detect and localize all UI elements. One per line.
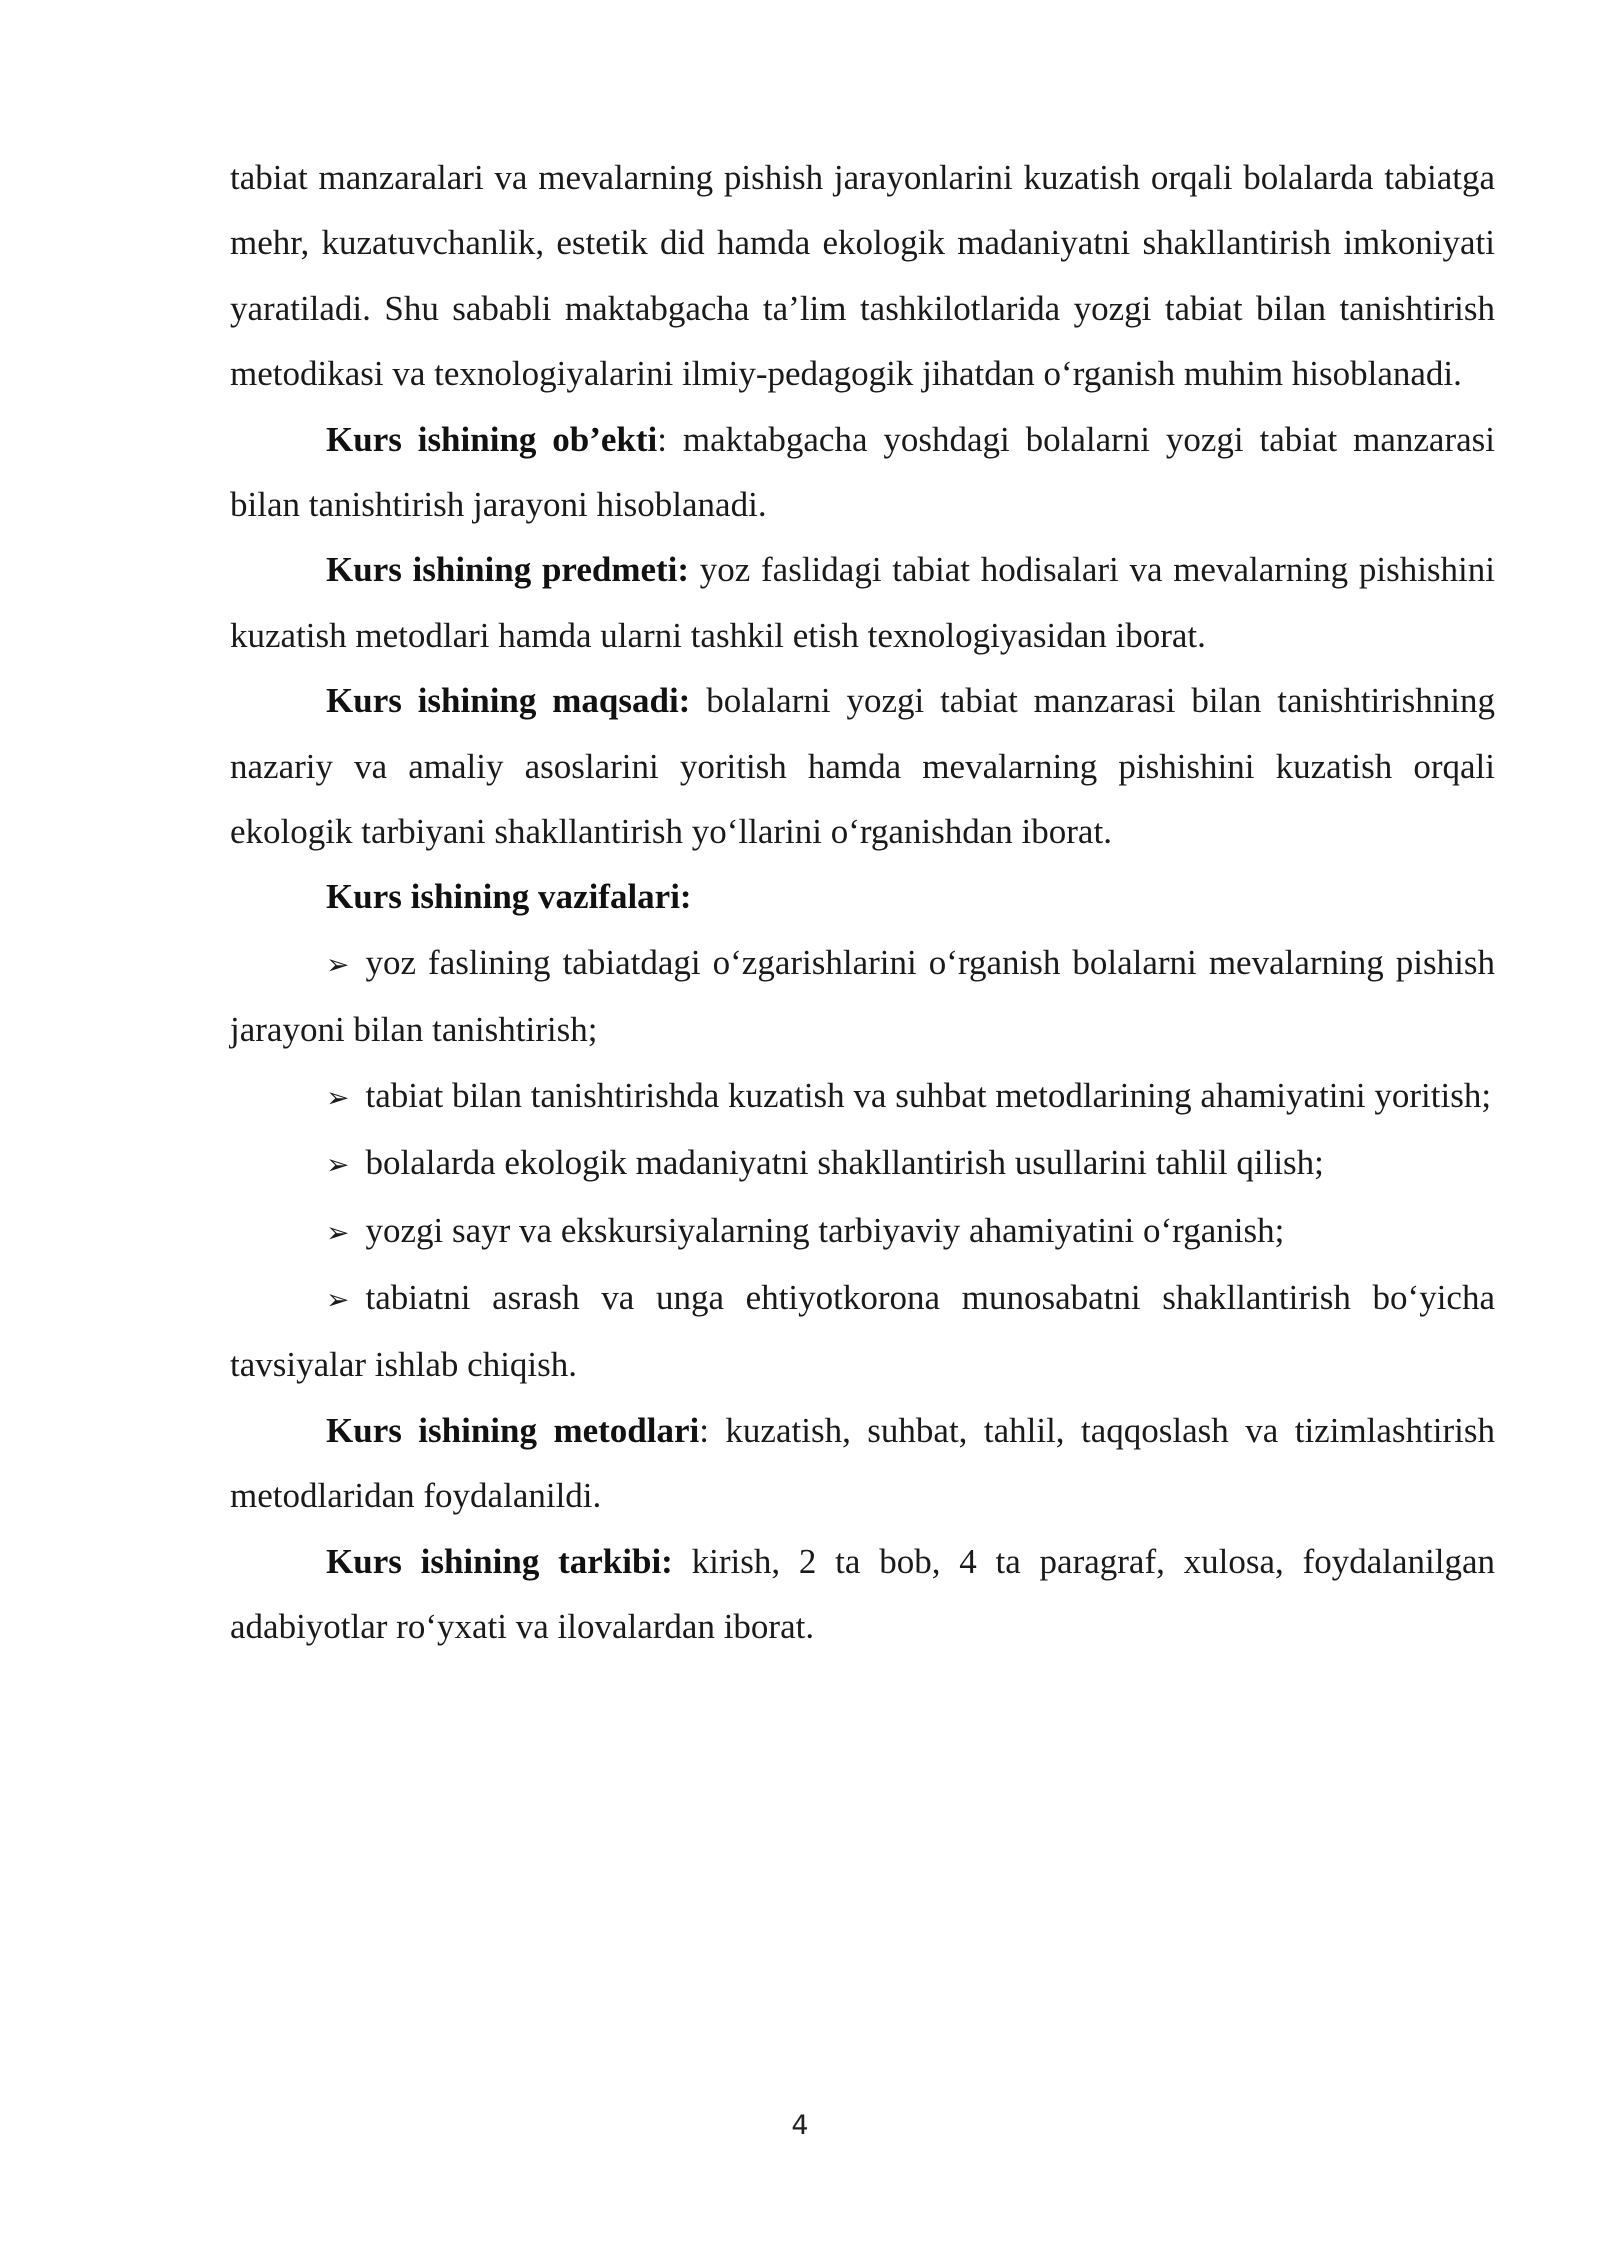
methods-paragraph (230, 1398, 1495, 1529)
task-text: yozgi sayr va ekskursiyalarning tarbiyaviy ahamiyatini o‘rganish; (365, 1210, 1285, 1250)
arrow-bullet-icon: ➢ (326, 1215, 350, 1249)
arrow-bullet-icon: ➢ (326, 1148, 350, 1182)
object-label: Kurs ishining ob’ekti (326, 419, 658, 459)
task-item (230, 1265, 1495, 1398)
tasks-heading-label: Kurs ishining vazifalari: (326, 877, 692, 917)
task-item (230, 930, 1495, 1063)
object-paragraph (230, 407, 1495, 538)
structure-paragraph (230, 1529, 1495, 1660)
goal-text: bolalarni yozgi tabiat manzarasi bilan tanishtirishning nazariy va amaliy asoslarini yoritish hamda mevalarning pishishini kuzatish orqali ekologik tarbiyani shakllantirish yo‘llarini o‘rganishdan iborat. (230, 681, 1495, 852)
task-item (230, 1063, 1495, 1130)
document-body (230, 145, 1495, 1659)
arrow-bullet-icon: ➢ (326, 1080, 350, 1114)
structure-label: Kurs ishining tarkibi: (326, 1541, 673, 1581)
goal-label: Kurs ishining maqsadi: (326, 681, 691, 721)
page-number: 4 (791, 2110, 809, 2141)
object-text: : maktabgacha yoshdagi bolalarni yozgi tabiat manzarasi bilan tanishtirish jarayoni hisoblanadi. (230, 419, 1495, 525)
task-text: tabiatni asrash va unga ehtiyotkorona munosabatni shakllantirish bo‘yicha tavsiyalar ishlab chiqish. (230, 1277, 1495, 1385)
arrow-bullet-icon: ➢ (326, 1282, 350, 1316)
subject-label: Kurs ishining predmeti: (326, 550, 690, 590)
methods-text: : kuzatish, suhbat, tahlil, taqqoslash va tizimlashtirish metodlaridan foydalanildi. (230, 1410, 1495, 1516)
goal-paragraph (230, 668, 1495, 864)
task-item (230, 1130, 1495, 1197)
structure-text: kirish, 2 ta bob, 4 ta paragraf, xulosa, foydalanilgan adabiyotlar ro‘yxati va ilovalardan iborat. (230, 1541, 1495, 1646)
intro-paragraph: tabiat manzaralari va mevalarning pishish jarayonlarini kuzatish orqali bolalarda tabiatga mehr, kuzatuvchanlik, estetik did hamda ekologik madaniyatni shakllantirish imkoniyati yaratiladi. Shu sababli maktabgacha ta’lim tashkilotlarida yozgi tabiat bilan tanishtirish metodikasi va texnologiyalarini ilmiy-pedagogik jihatdan o‘rganish muhim hisoblanadi. (230, 158, 1495, 394)
task-text: tabiat bilan tanishtirishda kuzatish va suhbat metodlarining ahamiyatini yoritish; (365, 1075, 1492, 1115)
task-text: bolalarda ekologik madaniyatni shakllantirish usullarini tahlil qilish; (365, 1143, 1324, 1183)
subject-text: yoz faslidagi tabiat hodisalari va mevalarning pishishini kuzatish metodlari hamda ularni tashkil etish texnologiyasidan iborat. (230, 550, 1495, 655)
methods-label: Kurs ishining metodlari (326, 1410, 700, 1450)
subject-paragraph (230, 537, 1495, 668)
arrow-bullet-icon: ➢ (326, 947, 350, 981)
task-item (230, 1198, 1495, 1265)
tasks-heading (230, 864, 1495, 929)
task-text: yoz faslining tabiatdagi o‘zgarishlarini o‘rganish bolalarni mevalarning pishish jarayoni bilan tanishtirish; (230, 942, 1495, 1050)
